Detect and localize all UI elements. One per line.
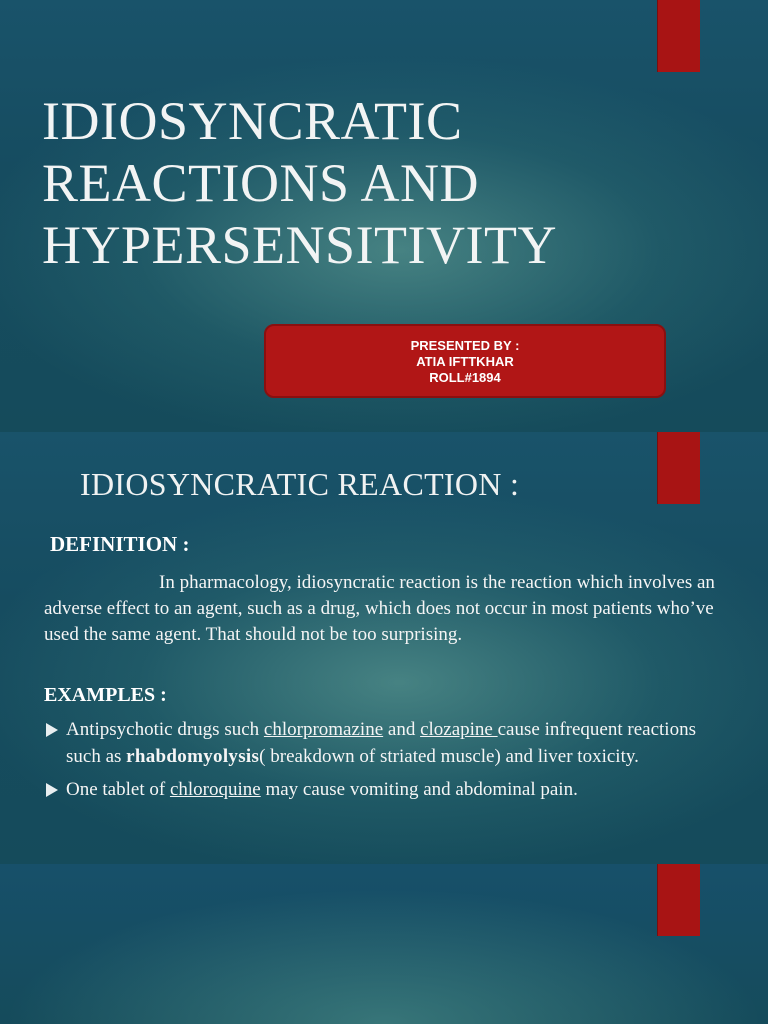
- title-line-1: IDIOSYNCRATIC: [42, 91, 463, 151]
- bold-term: rhabdomyolysis: [126, 746, 260, 767]
- presenter-box: [264, 324, 666, 398]
- red-accent-bar: [657, 864, 700, 936]
- list-item: Antipsychotic drugs such chlorpromazine and clozapine cause infrequent reactions such as rhabdomyolysis( breakdown of striated muscle) and liver toxicity.: [44, 716, 734, 770]
- link-clozapine[interactable]: clozapine: [420, 719, 498, 740]
- examples-list: [44, 716, 734, 809]
- slide-next: [0, 864, 768, 1024]
- link-chloroquine[interactable]: chloroquine: [169, 779, 261, 800]
- presenter-label: PRESENTED BY :: [410, 338, 520, 353]
- list-item: One tablet of chloroquine may cause vomiting and abdominal pain.: [44, 776, 734, 803]
- title-line-3: HYPERSENSITIVITY: [42, 215, 557, 275]
- red-accent-bar: [657, 432, 700, 504]
- presenter-name: ATIA IFTTKHAR: [416, 354, 514, 369]
- page-title: [42, 90, 722, 276]
- section-title: IDIOSYNCRATIC REACTION :: [80, 466, 520, 502]
- definition-body: In pharmacology, idiosyncratic reaction is the reaction which involves an adverse effect to an agent, such as a drug, which does not occur in most patients who’ve used the same agent. That should not be too surprising.: [44, 572, 715, 645]
- presenter-roll: ROLL#1894: [429, 370, 501, 385]
- definition-text: [44, 570, 724, 648]
- link-chlorpromazine[interactable]: chlorpromazine: [263, 719, 384, 740]
- triangle-bullet-icon: [46, 783, 58, 797]
- definition-heading: DEFINITION :: [50, 532, 190, 556]
- examples-heading: EXAMPLES :: [44, 684, 167, 706]
- title-line-2: REACTIONS AND: [42, 153, 480, 213]
- slide-idiosyncratic-reaction: [0, 432, 768, 864]
- red-accent-bar: [657, 0, 700, 72]
- triangle-bullet-icon: [46, 723, 58, 737]
- slide-title: [0, 0, 768, 432]
